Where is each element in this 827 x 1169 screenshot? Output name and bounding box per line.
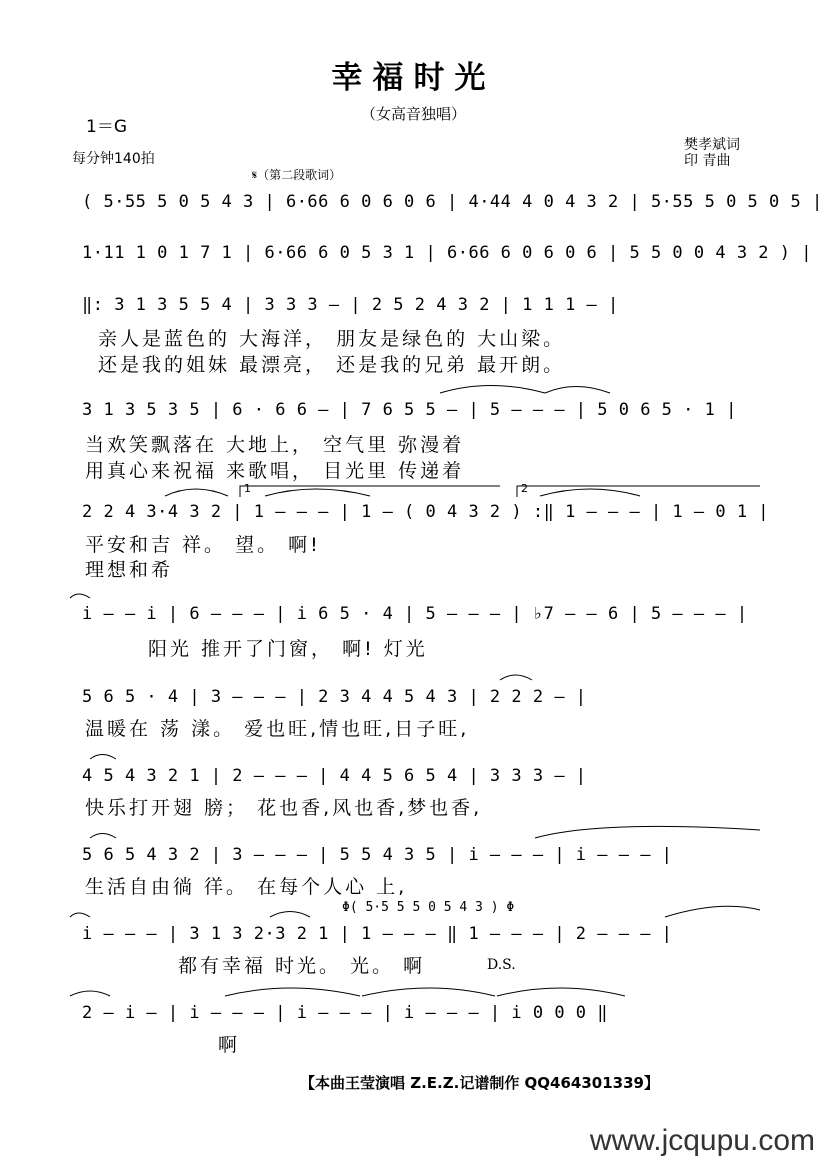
slur-arc [535, 826, 760, 838]
slur-arc [165, 489, 228, 496]
coda-passage: Φ( 5·5 5 5 0 5 4 3 ) Φ [342, 900, 515, 915]
slur-arc [90, 755, 116, 760]
lyric-row: 当欢笑飘落在 大地上， 空气里 弥漫着 [85, 434, 465, 456]
segno-sign: 𝄋（第二段歌词） [252, 168, 342, 182]
notation-row: 4 5 4 3 2 1 | 2 — — — | 4 4 5 6 5 4 | 3 3 3 — | [82, 766, 587, 786]
slur-arc [225, 988, 360, 996]
slur-arc [497, 988, 625, 996]
lyric-row: 都有幸福 时光。 光。 啊 [178, 955, 426, 977]
notation-row: 5 6 5 · 4 | 3 — — — | 2 3 4 4 5 4 3 | 2 2 2 — | [82, 687, 587, 707]
song-title: 幸福时光 [331, 60, 496, 96]
notation-row: ‖: 3 1 3 5 5 4 | 3 3 3 — | 2 5 2 4 3 2 | 1 1 1 — | [82, 295, 619, 315]
lyric-row: 理想和希 [85, 559, 174, 581]
lyric-row: 生活自由徜 徉。 在每个人心 上, [85, 876, 408, 898]
key-signature: 1＝G [86, 117, 127, 137]
lyric-row: 用真心来祝福 来歌唱， 目光里 传递着 [85, 460, 465, 482]
lyric-row: 亲人是蓝色的 大海洋， 朋友是绿色的 大山梁。 [98, 328, 566, 350]
notation-row: i — — — | 3 1 3 2·3 2 1 | 1 — — — ‖ 1 — — — | 2 — — — | [82, 924, 673, 944]
volta-2-label: 2 [521, 482, 528, 495]
volta-bracket-1 [240, 486, 500, 497]
notation-row: 2 — i — | i — — — | i — — — | i — — — | i 0 0 0 ‖ [82, 1003, 609, 1023]
slur-arc [665, 906, 760, 917]
lyric-row: 啊 [218, 1034, 241, 1056]
notation-row: 3 1 3 5 3 5 | 6 · 6 6 — | 7 6 5 5 — | 5 — — — | 5 0 6 5 · 1 | [82, 400, 737, 420]
composer-credit: 印 青曲 [684, 153, 731, 169]
dal-segno-marking: D.S. [487, 957, 516, 973]
slur-arc [540, 489, 640, 496]
subtitle: （女高音独唱） [360, 105, 466, 123]
tempo-marking: 每分钟140拍 [72, 151, 155, 167]
slur-arc [545, 387, 610, 394]
slur-arc [440, 386, 545, 394]
lyric-row: 快乐打开翅 膀； 花也香,风也香,梦也香, [85, 797, 483, 819]
notation-row: 2 2 4 3·4 3 2 | 1 — — — | 1 — ( 0 4 3 2 ) :‖ 1 — — — | 1 — 0 1 | [82, 502, 770, 522]
slur-arc [270, 912, 310, 918]
lyric-row: 阳光 推开了门窗， 啊! 灯光 [148, 638, 428, 660]
notation-row: 1·11 1 0 1 7 1 | 6·66 6 0 5 3 1 | 6·66 6 0 6 0 6 | 5 5 0 0 4 3 2 ) | [82, 243, 812, 263]
notation-row: 5 6 5 4 3 2 | 3 — — — | 5 5 4 3 5 | i — — — | i — — — | [82, 845, 673, 865]
credits-footer: 【本曲王莹演唱 Z.E.Z.记谱制作 QQ464301339】 [300, 1074, 659, 1092]
slur-arc [90, 834, 116, 839]
notation-row: ( 5·55 5 0 5 4 3 | 6·66 6 0 6 0 6 | 4·44 4 0 4 3 2 | 5·55 5 0 5 0 5 | [82, 192, 823, 212]
lyric-row: 还是我的姐妹 最漂亮， 还是我的兄弟 最开朗。 [98, 354, 566, 376]
slur-arc [362, 988, 495, 996]
slur-arc [265, 489, 370, 496]
lyric-row: 平安和吉 祥。 望。 啊! [85, 534, 321, 556]
site-watermark: www.jcqupu.com [589, 1124, 815, 1157]
slur-arc [70, 991, 110, 996]
slur-arc [500, 675, 532, 680]
slur-arc [70, 913, 90, 917]
notation-row: i — — i | 6 — — — | i 6 5 · 4 | 5 — — — | ♭7 — — 6 | 5 — — — | [82, 604, 748, 624]
volta-1-label: 1 [244, 482, 251, 495]
lyricist-credit: 樊孝斌词 [684, 137, 740, 153]
slur-arc [70, 594, 90, 598]
lyric-row: 温暖在 荡 漾。 爱也旺,情也旺,日子旺, [85, 718, 470, 740]
